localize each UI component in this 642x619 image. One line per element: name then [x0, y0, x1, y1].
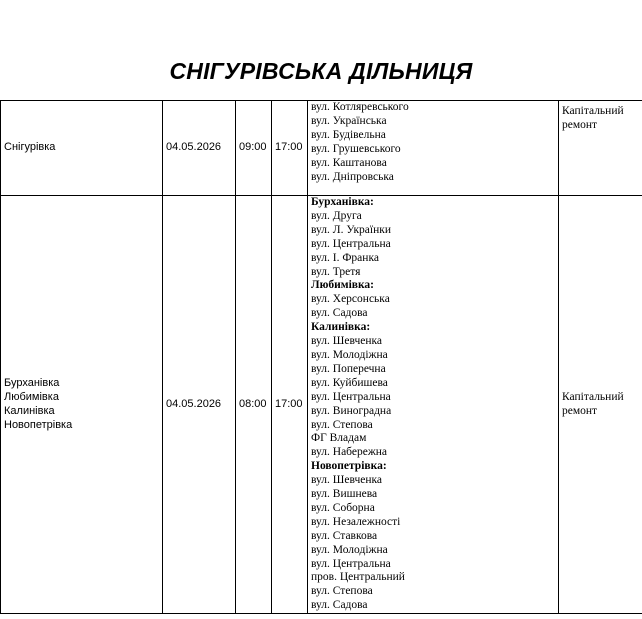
time-from-cell: 09:00 [236, 101, 272, 196]
time-from-cell: 08:00 [236, 196, 272, 614]
table-row [1, 101, 642, 196]
table-row [1, 196, 642, 614]
street-item: вул. Незалежності [311, 515, 401, 528]
date-cell: 04.05.2026 [163, 101, 236, 196]
date-cell: 04.05.2026 [163, 196, 236, 614]
note-line: ремонт [562, 404, 598, 417]
street-item: вул. Садова [311, 599, 368, 612]
village-heading: Бурханівка: [311, 196, 374, 208]
note-cell [559, 101, 642, 196]
street-item: вул. Соборна [311, 501, 375, 514]
settlement-cell [1, 196, 163, 614]
street-item: ФГ Владам [311, 432, 367, 445]
street-item: вул. Набережна [311, 446, 388, 459]
street-item: вул. Степова [311, 585, 373, 598]
street-item: вул. Українська [311, 114, 387, 127]
note-cell [559, 196, 642, 614]
street-item: вул. Ставкова [311, 529, 378, 542]
village-heading: Калинівка: [311, 321, 371, 334]
settlement-name: Снігурівка [4, 141, 56, 154]
street-item: вул. Вишнева [311, 488, 378, 501]
outage-schedule-table [0, 100, 642, 614]
street-item: вул. Виноградна [311, 404, 392, 417]
village-heading: Любимівка: [311, 279, 375, 292]
street-item: вул. Садова [311, 307, 368, 320]
settlement-name: Новопетрівка [4, 418, 73, 431]
note-line: Капітальний [562, 105, 624, 117]
note-line: ремонт [562, 118, 598, 131]
street-item: вул. Котляревського [311, 101, 409, 113]
street-item: вул. І. Франка [311, 251, 379, 264]
street-item: вул. Куйбишева [311, 376, 388, 389]
page-title: СНІГУРІВСЬКА ДІЛЬНИЦЯ [169, 58, 473, 84]
settlement-name: Любимівка [4, 390, 59, 403]
time-to-cell: 17:00 [272, 101, 308, 196]
street-item: вул. Дніпровська [311, 170, 394, 183]
note-line: Капітальний [562, 390, 624, 403]
village-heading: Новопетрівка: [311, 460, 387, 473]
settlement-name: Калинівка [4, 404, 55, 417]
street-item: вул. Каштанова [311, 156, 387, 169]
street-item: вул. Центральна [311, 390, 391, 403]
street-item: вул. Будівельна [311, 128, 386, 141]
street-item: вул. Шевченка [311, 335, 383, 348]
time-to-cell: 17:00 [272, 196, 308, 614]
street-item: пров. Центральний [311, 571, 405, 584]
settlement-cell [1, 101, 163, 196]
streets-cell [308, 196, 559, 614]
street-item: вул. Третя [311, 265, 361, 278]
street-item: вул. Центральна [311, 557, 391, 570]
street-item: вул. Молодіжна [311, 543, 388, 556]
settlement-name: Бурханівка [4, 376, 60, 389]
street-item: вул. Степова [311, 418, 373, 431]
street-item: вул. Шевченка [311, 474, 383, 487]
street-item: вул. Л. Українки [311, 223, 391, 236]
street-item: вул. Херсонська [311, 293, 390, 306]
street-item: вул. Молодіжна [311, 348, 388, 361]
street-item: вул. Грушевського [311, 142, 401, 155]
street-item: вул. Друга [311, 209, 362, 222]
streets-cell [308, 101, 559, 196]
street-item: вул. Центральна [311, 237, 391, 250]
street-item: вул. Поперечна [311, 362, 386, 375]
